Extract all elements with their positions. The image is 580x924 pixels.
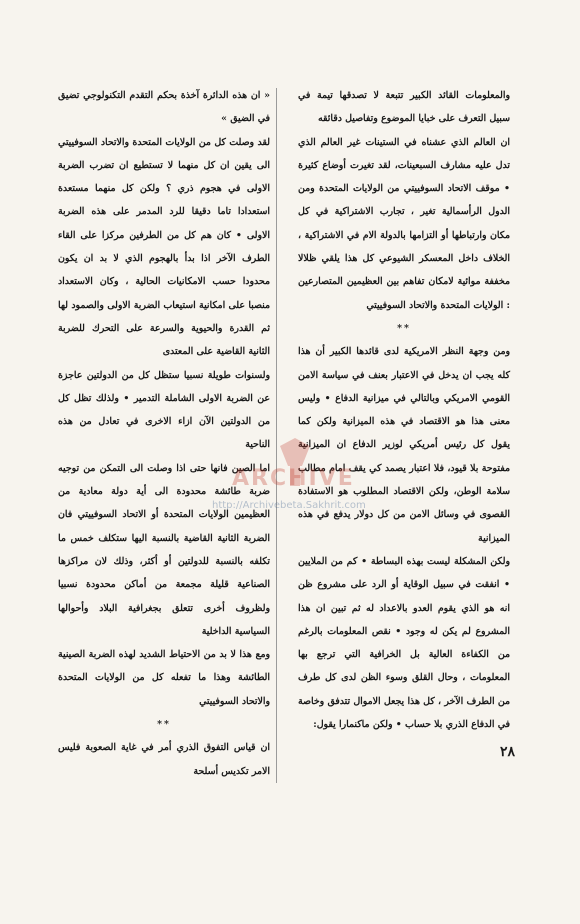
watermark-brand: ARCHIVE (232, 466, 355, 491)
paragraph: اما الصين فانها حتى اذا وصلت الى التمكن من توجيه ضربة طائشة محدودة الى أية دولة معادية من العظيمين الولايات المتحدة أو الاتحاد السوفييتي فان الضربة الثانية القاضية بالنسبة اليها ستكلف خمس ما تكلفه بالنسبة للدولتين أو أكثر، وذلك لان مراكزها الصناعية قليلة مجمعة من أماكن محدودة نسبيا ولظروف أخرى تتعلق بجغرافية البلاد وأحوالها السياسية الداخلية (58, 462, 270, 637)
paragraph: لقد وصلت كل من الولايات المتحدة والاتحاد السوفييتي الى يقين ان كل منهما لا تستطيع ان تضرب الضربة الاولى في هجوم ذري ؟ ولكن كل منهما مستعدة استعدادا تاما دقيقا للرد المدمر على هذه الضربة الاولى • كان هم كل من الطرفين مركزا على القاء الطرف الآخر اذا بدأ بالهجوم الذي لا بد ان يكون محدودا حسب الامكانيات الحالية ، وكان الاستعداد منصبا على امكانية استيعاب الضربة الاولى والصمود لها ثم القدرة والحيوية والسرعة على التحرك للضربة الثانية القاضية على المعتدى (58, 136, 270, 358)
section-separator: ** (397, 322, 411, 334)
column-divider (276, 88, 277, 783)
paragraph: ومع هذا لا بد من الاحتياط الشديد لهذه الضربة الصينية الطائشة وهذا ما تفعله كل من الولايات المتحدة والاتحاد السوفييتي (58, 649, 270, 707)
left-text-column (58, 84, 270, 783)
page-number: ٢٨ (500, 744, 516, 760)
paragraph: « ان هذه الدائرة آخذة بحكم التقدم التكنولوجي تضيق في الضيق » (58, 90, 270, 125)
section-separator: ** (157, 719, 171, 731)
paragraph: ان العالم الذي عشناه في الستينات غير العالم الذي تدل عليه مشارف السبعينات، لقد تغيرت أوضاع كثيرة • موقف الاتحاد السوفييتي من الولايات المتحدة ومن الدول الرأسمالية تغير ، تجارب الاشتراكية في كل مكان وارتباطها أو التزامها بالدولة الام في الاشتراكية ، الخلاف داخل المعسكر الشيوعي كل هذا يلقي ظلالا مخففة موائية لامكان تفاهم بين العظيمين المتصارعين : الولايات المتحدة والاتحاد السوفييتي (298, 136, 510, 311)
paragraph: ان قياس التفوق الذري أمر في غاية الصعوبة فليس الامر تكديس أسلحة (58, 742, 270, 777)
paragraph: والمعلومات القائد الكبير تتبعة لا تصدقها تيمة في سبيل التعرف على خبايا الموضوع وتفاصيل دقائقه (298, 90, 510, 125)
watermark-url: http://Archivebeta.Sakhrit.com (212, 500, 366, 511)
right-text-column (298, 84, 510, 736)
paragraph: ولسنوات طويلة نسبيا ستظل كل من الدولتين عاجزة عن الضربة الاولى الشاملة التدمير • ولذلك تظل كل من الدولتين الآن ازاء الاخرى في تعادل من هذه الناحية (58, 369, 270, 451)
paragraph: ولكن المشكلة ليست بهذه البساطة • كم من الملايين • انفقت في سبيل الوقاية أو الرد على مشروع ظن انه هو الذي يقوم العدو بالاعداد له ثم تبين ان هذا المشروع لم يكن له وجود • نقص المعلومات بالرغم من الكفاءة العالية بل الخرافية التي ترجع بها المعلومات ، وحال القلق وسوء الظن لدى كل طرف من الطرف الآخر ، كل هذا يجعل الاموال تتدفق وخاصة في الدفاع الذري بلا حساب • ولكن ماكنمارا يقول: (298, 555, 510, 731)
paragraph: ومن وجهة النظر الامريكية لدى قائدها الكبير أن هذا كله يجب ان يدخل في الاعتبار بعنف في سياسة الامن القومي الامريكي وبالتالي في ميزانية الدفاع • وليس معنى هذا هو الاقتصاد في هذه الميزانية ولكن كما يقول كل رئيس أمريكي لوزير الدفاع ان الميزانية مفتوحة بلا قيود، فلا اعتبار يصمد كي يقف امام مطالب سلامة الوطن، ولكن الاقتصاد المطلوب هو الاستفادة القصوى في وسائل الامن من كل دولار يدفع في هذه الميزانية (298, 346, 510, 544)
